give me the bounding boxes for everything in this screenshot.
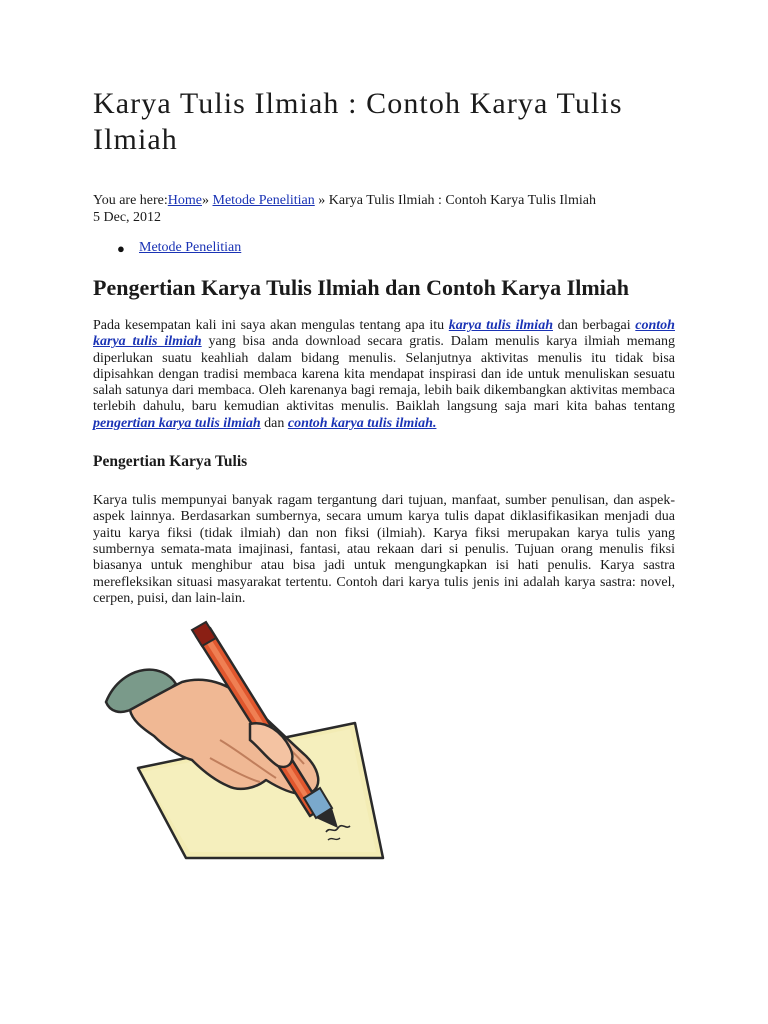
body-paragraph: Karya tulis mempunyai banyak ragam tergantung dari tujuan, manfaat, sumber penulisan, dan aspek-aspek lainnya. Berdasarkan sumbernya, secara umum karya tulis dapat diklasifikasikan menjadi dua yaitu karya fiksi (tidak ilmiah) dan non fiksi (ilmiah). Karya fiksi merupakan karya tulis yang sumbernya semata-mata imajinasi, fantasi, atau rekaan dari si penulis. Tujuan orang menulis fiksi biasanya untuk menghibur atau bisa jadi untuk mengungkapkan isi hati penulis. Karya sastra merefleksikan situasi masyarakat tertentu. Contoh dari karya tulis jenis ini adalah karya sastra: novel, cerpen, puisi, dan lain-lain.	[93, 493, 675, 606]
category-link[interactable]: Metode Penelitian	[139, 240, 242, 255]
breadcrumb-current: Karya Tulis Ilmiah : Contoh Karya Tulis Ilmiah	[328, 193, 596, 208]
intro-text: Pada kesempatan kali ini saya akan mengulas tentang apa itu	[93, 318, 449, 333]
page-title: Karya Tulis Ilmiah : Contoh Karya Tulis Ilmiah	[93, 87, 623, 156]
hand-writing-with-pen-icon	[100, 620, 390, 865]
article	[93, 86, 675, 607]
intro-text: dan	[260, 415, 288, 431]
keyword-link-pengertian-karya-tulis-ilmiah[interactable]: pengertian karya tulis ilmiah	[93, 415, 261, 431]
breadcrumb	[93, 192, 675, 209]
category-list	[93, 239, 675, 256]
intro-paragraph	[93, 318, 675, 432]
keyword-link-karya-tulis-ilmiah[interactable]: karya tulis ilmiah	[448, 318, 553, 333]
bullet-icon: ●	[117, 241, 125, 256]
keyword-link-contoh-karya-tulis-ilmiah[interactable]: contoh karya tulis ilmiah	[93, 318, 675, 350]
breadcrumb-home-link[interactable]: Home	[167, 193, 202, 208]
intro-period: .	[432, 415, 437, 431]
keyword-link-contoh-karya-tulis-ilmiah-2[interactable]: contoh karya tulis ilmiah	[287, 415, 433, 431]
category-list-item	[117, 239, 675, 256]
breadcrumb-category-link[interactable]: Metode Penelitian	[212, 193, 315, 208]
subheading: Pengertian Karya Tulis	[93, 453, 248, 471]
breadcrumb-separator: »	[202, 193, 209, 208]
breadcrumb-prefix: You are here:	[93, 193, 168, 208]
post-date: 5 Dec, 2012	[93, 210, 162, 225]
intro-text: yang bisa anda download secara gratis. Dalam menulis karya ilmiah memang diperlukan suatu keahliah dalam bidang menulis. Selanjutnya aktivitas menulis itu tidak bisa dipisahkan dengan tradisi membaca karena kita mendapat inspirasi dan ide untuk menuliskan sesuatu salah satunya dari membaca. Oleh karenanya bagi remaja, lebih baik dikembangkan aktivitas membaca terlebih dahulu, baru kemudian aktivitas menulis. Baiklah langsung saja mari kita bahas tentang	[93, 334, 675, 415]
intro-text: dan berbagai	[552, 318, 636, 333]
breadcrumb-separator: »	[318, 193, 326, 208]
section-heading: Pengertian Karya Tulis Ilmiah dan Contoh Karya Ilmiah	[93, 275, 630, 300]
